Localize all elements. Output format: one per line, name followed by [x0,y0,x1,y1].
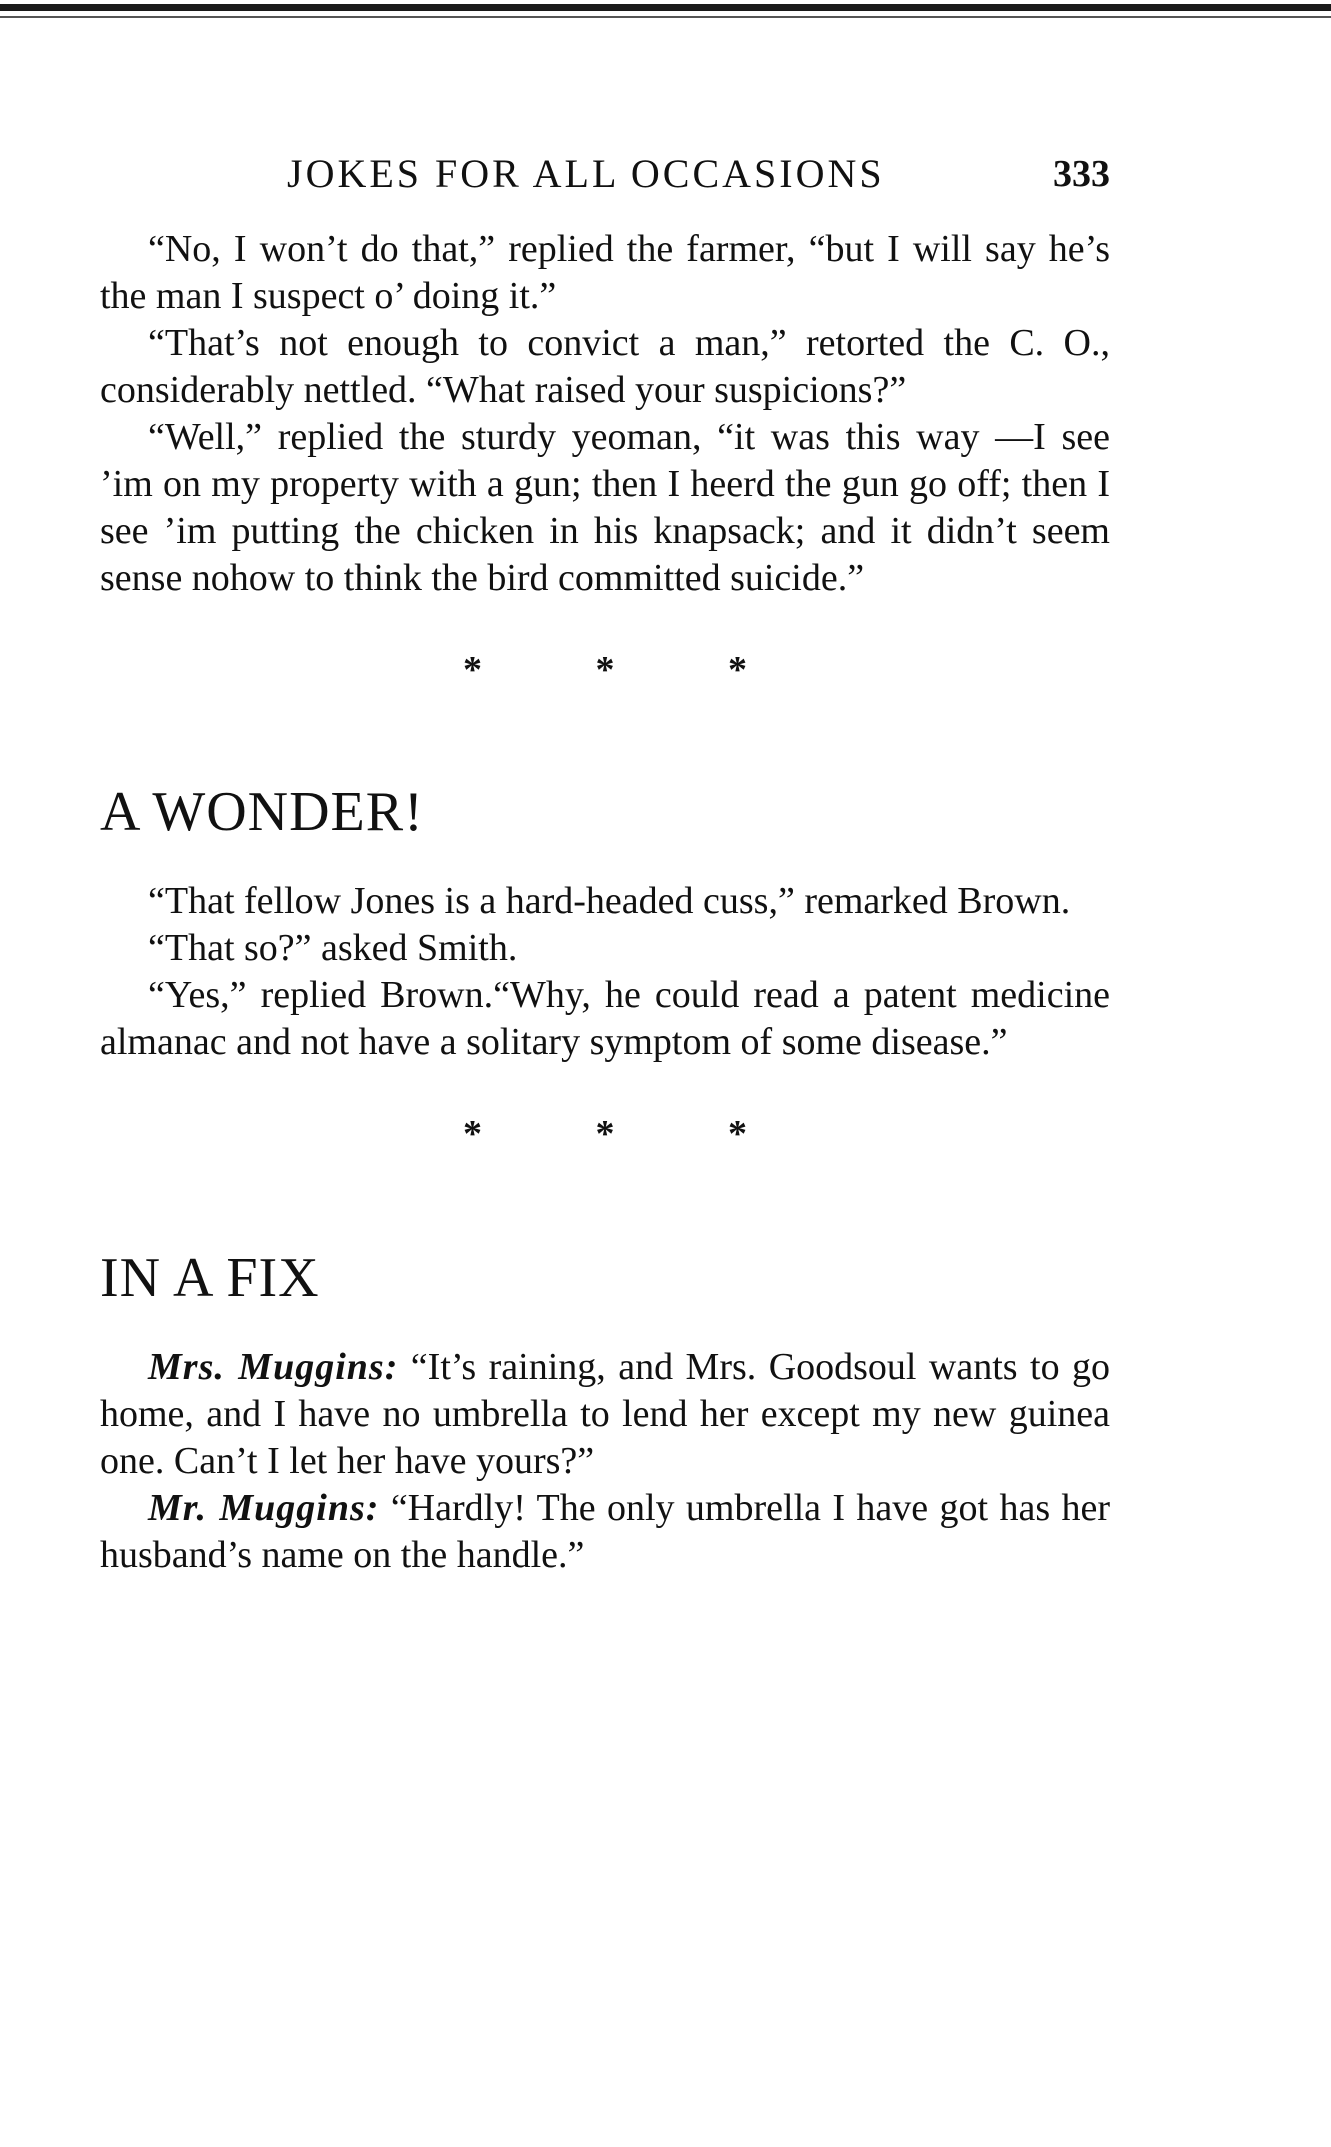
section-heading-in-a-fix: IN A FIX [100,1247,320,1309]
top-rule-thin [0,16,1331,18]
section-separator: * * * [463,1113,799,1155]
speaker-label: Mr. Muggins: [148,1487,380,1529]
section-heading-a-wonder: A WONDER! [100,781,424,843]
section-separator: * * * [463,649,799,691]
running-title: JOKES FOR ALL OCCASIONS [287,151,885,196]
paragraph: “No, I won’t do that,” replied the farmer, “but I will say he’s the man I suspect o’ doing it.” [100,228,1110,317]
section-in-a-fix [100,1344,1110,1579]
dialogue-line [100,1344,1110,1485]
dialogue-text: “Hardly! The only umbrella I have got has her husband’s name on the handle.” [100,1487,1111,1576]
section-a-wonder [100,878,1110,1066]
top-rule [0,4,1331,11]
speaker-label: Mrs. Muggins: [148,1346,399,1388]
section-farmer-story [100,226,1110,602]
paragraph: “Well,” replied the sturdy yeoman, “it was this way —I see ’im on my property with a gun; then I heerd the gun go off; then I see ’im putting the chicken in his knapsack; and it didn’t seem sense nohow to think the bird committed suicide.” [100,416,1110,599]
page-number: 333 [1053,153,1110,195]
paragraph: “Yes,” replied Brown.“Why, he could read a patent medicine almanac and not have a solitary symptom of some disease.” [100,974,1110,1063]
paragraph: “That fellow Jones is a hard-headed cuss,” remarked Brown. [148,880,1071,922]
dialogue-line [100,1485,1110,1579]
paragraph: “That’s not enough to convict a man,” retorted the C. O., considerably nettled. “What raised your suspicions?” [100,322,1110,411]
running-head [100,150,1110,210]
paragraph: “That so?” asked Smith. [148,927,518,969]
book-page [100,150,1110,1579]
dialogue-text: “It’s raining, and Mrs. Goodsoul wants to go home, and I have no umbrella to lend her except my new guinea one. Can’t I let her have yours?” [100,1346,1111,1482]
